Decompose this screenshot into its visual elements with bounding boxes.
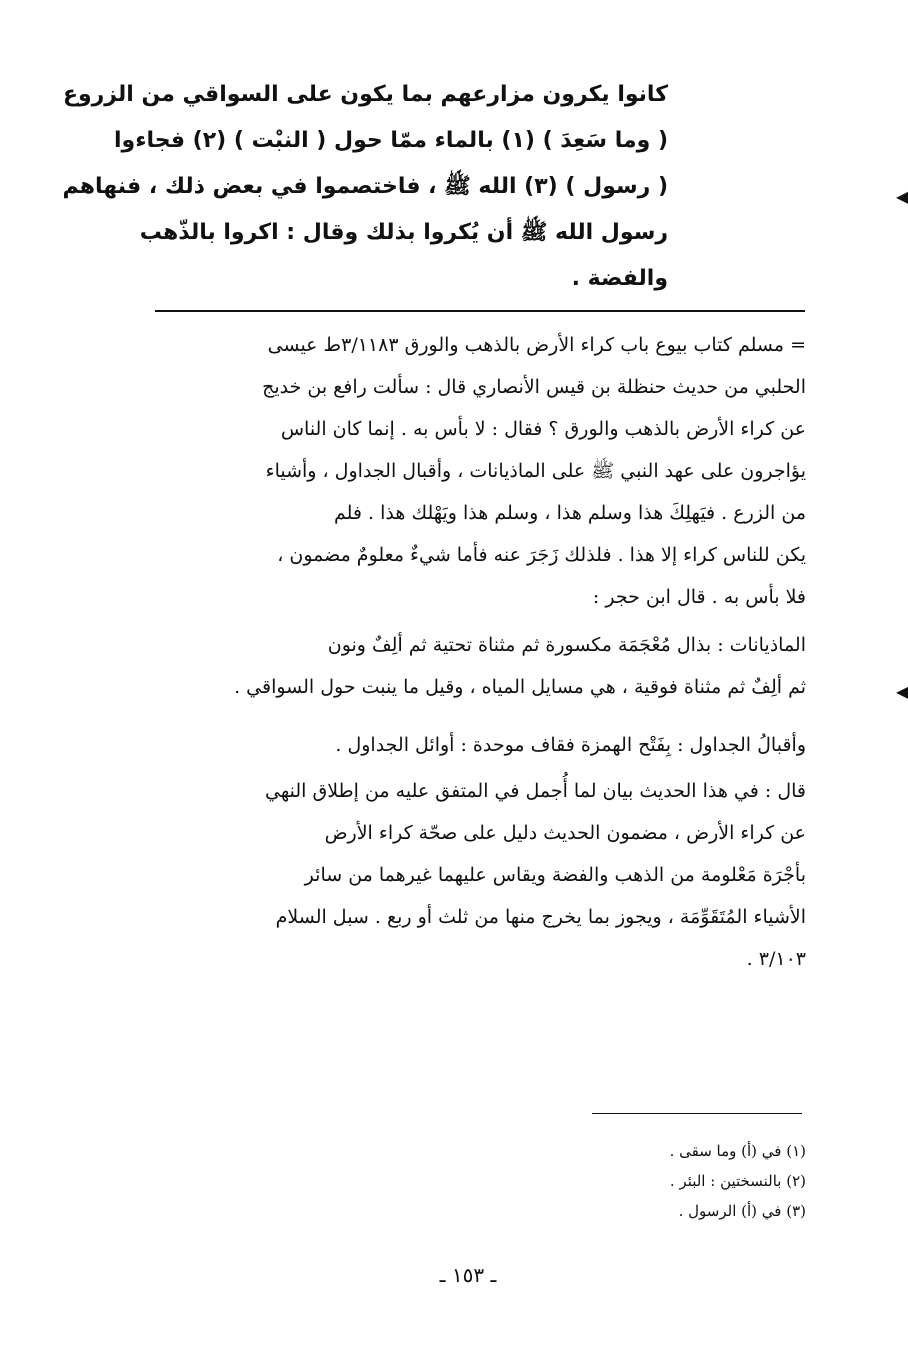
commentary-paragraph-3	[146, 724, 806, 766]
commentary-line: = مسلم كتاب بيوع باب كراء الأرض بالذهب والورق ٣/١١٨٣ط عيسى	[267, 334, 806, 356]
commentary-line: الماذيانات : بذال مُعْجَمَة مكسورة ثم مثناة تحتية ثم ألِفٌ ونون	[327, 634, 806, 656]
footnotes	[506, 1136, 806, 1226]
commentary-line: بأجْرَة مَعْلومة من الذهب والفضة ويقاس عليهما غيرهما من سائر	[304, 864, 806, 886]
footnote: (٣) في (أ) الرسول .	[678, 1202, 806, 1220]
main-text-line: ( رسول ) (٣) الله ﷺ ، فاختصموا في بعض ذلك ، فنهاهم	[62, 174, 668, 199]
main-text	[62, 72, 668, 302]
commentary-line: ٣/١٠٣ .	[746, 948, 806, 970]
commentary-line: ثم ألِفٌ ثم مثناة فوقية ، هي مسايل المياه ، وقيل ما ينبت حول السواقي .	[234, 676, 806, 698]
main-text-line: كانوا يكرون مزارعهم بما يكون على السواقي من الزروع	[62, 82, 668, 107]
commentary-paragraph-2	[146, 624, 806, 708]
main-text-line: رسول الله ﷺ أن يُكروا بذلك وقال : اكروا بالذّهب	[139, 220, 668, 245]
commentary-paragraph-1	[146, 324, 806, 618]
commentary-line: وأقبالُ الجداول : بِفَتْح الهمزة فقاف موحدة : أوائل الجداول .	[335, 734, 806, 756]
margin-marker-icon: ◀	[896, 682, 908, 701]
commentary-line: الأشياء المُتَقَوِّمَة ، ويجوز بما يخرج منها من ثلث أو ربع . سبل السلام	[275, 906, 806, 928]
main-text-line: ( وما سَعِدَ ) (١) بالماء ممّا حول ( النبْت ) (٢) فجاءوا	[114, 128, 668, 153]
commentary-line: من الزرع . فيَهلِكَ هذا وسلم هذا ، وسلم هذا ويَهْلك هذا . فلم	[334, 502, 806, 524]
commentary-paragraph-4	[146, 770, 806, 980]
commentary-line: فلا بأس به . قال ابن حجر :	[592, 586, 806, 608]
footnote: (٢) بالنسختين : البئر .	[669, 1172, 806, 1190]
footnote: (١) في (أ) وما سقى .	[669, 1142, 806, 1160]
commentary-line: يؤاجرون على عهد النبي ﷺ على الماذيانات ، وأقبال الجداول ، وأشياء	[265, 460, 806, 482]
commentary-line: يكن للناس كراء إلا هذا . فلذلك زَجَرَ عنه فأما شيءٌ معلومٌ مضمون ،	[277, 544, 806, 566]
page-number: ـ ١٥٣ ـ	[439, 1263, 497, 1287]
section-divider	[155, 310, 805, 312]
commentary-line: عن كراء الأرض ، مضمون الحديث دليل على صحّة كراء الأرض	[324, 822, 806, 844]
commentary-line: قال : في هذا الحديث بيان لما أُجمل في المتفق عليه من إطلاق النهي	[265, 780, 806, 802]
footnote-divider	[592, 1113, 802, 1114]
commentary-line: الحلبي من حديث حنظلة بن قيس الأنصاري قال : سألت رافع بن خديج	[262, 376, 806, 398]
margin-marker-icon: ◀	[896, 187, 908, 206]
commentary-line: عن كراء الأرض بالذهب والورق ؟ فقال : لا بأس به . إنما كان الناس	[280, 418, 806, 440]
main-text-line: والفضة .	[571, 266, 668, 291]
